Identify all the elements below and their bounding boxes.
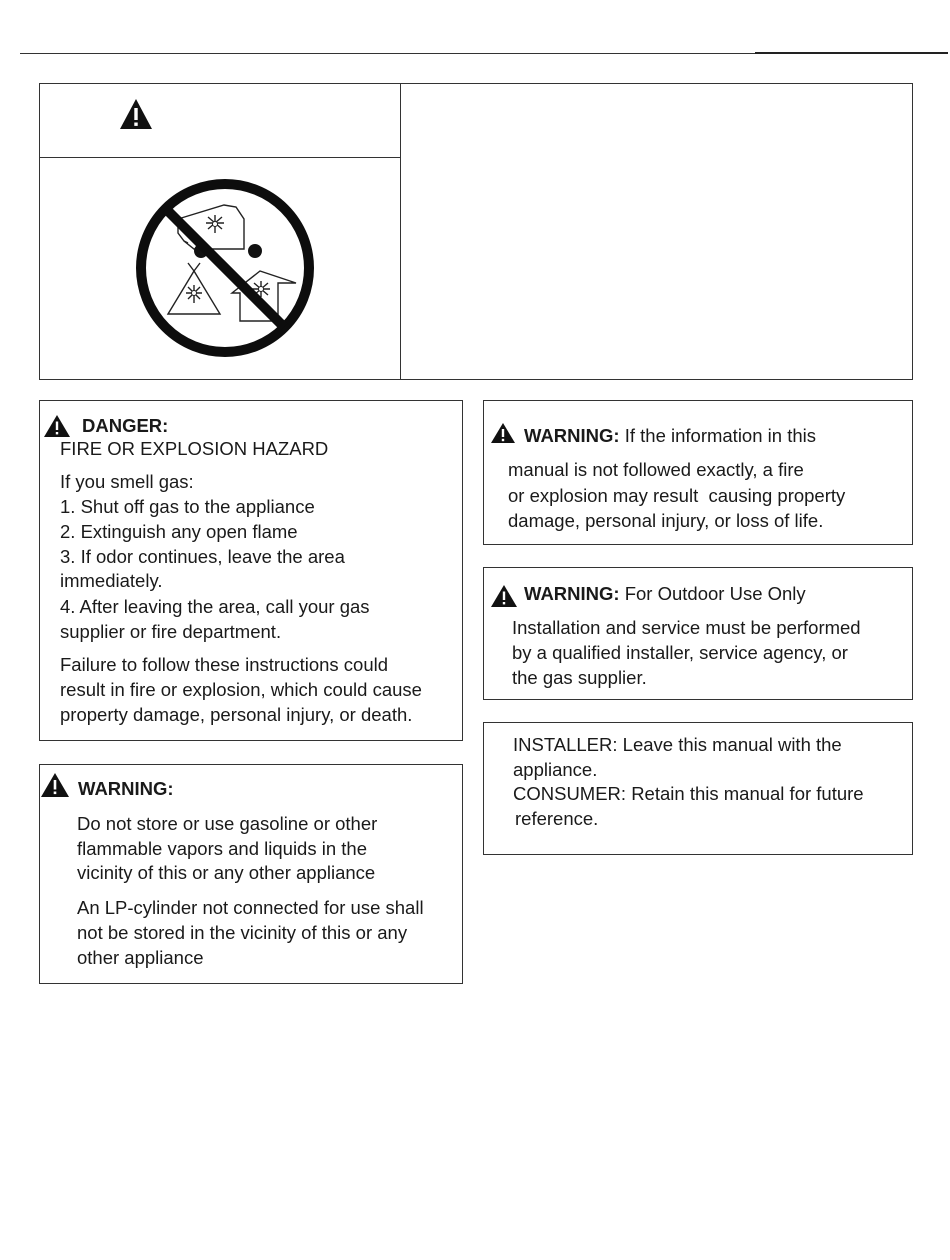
installer-note-line: CONSUMER: Retain this manual for future	[513, 783, 864, 804]
danger-step: immediately.	[60, 570, 163, 591]
warning-triangle-icon	[118, 97, 154, 131]
warning-storage-heading: WARNING:	[78, 778, 174, 799]
installer-note-line: appliance.	[513, 759, 598, 780]
warning-outdoor-title	[524, 581, 806, 606]
warning-outdoor-line: Installation and service must be performed	[512, 617, 861, 638]
warning-manual-title	[524, 423, 816, 448]
warning-storage-line: vicinity of this or any other appliance	[77, 862, 376, 883]
warning-storage-line: Do not store or use gasoline or other	[77, 813, 378, 834]
warning-outdoor-box	[483, 567, 913, 700]
danger-heading: DANGER:	[82, 415, 169, 436]
warning-storage-line: not be stored in the vicinity of this or any	[77, 922, 408, 943]
warning-manual-lead: If the information in this	[624, 425, 816, 446]
prohibition-panel-divider	[400, 84, 401, 379]
installer-note-line: reference.	[515, 808, 599, 829]
warning-outdoor-line: the gas supplier.	[512, 667, 647, 688]
prohibition-panel-header-line	[40, 157, 400, 158]
danger-footer-line: property damage, personal injury, or death.	[60, 704, 413, 725]
warning-storage-box	[39, 764, 463, 984]
installer-note-line: INSTALLER: Leave this manual with the	[513, 734, 842, 755]
danger-step: 4. After leaving the area, call your gas	[60, 596, 370, 617]
danger-footer-line: Failure to follow these instructions could	[60, 654, 389, 675]
warning-manual-line: manual is not followed exactly, a fire	[508, 459, 804, 480]
danger-step: 1. Shut off gas to the appliance	[60, 496, 315, 517]
warning-triangle-icon	[490, 422, 516, 444]
danger-step: 3. If odor continues, leave the area	[60, 546, 345, 567]
danger-step: 2. Extinguish any open flame	[60, 521, 298, 542]
warning-manual-line: or explosion may result causing property	[508, 485, 846, 506]
danger-intro: If you smell gas:	[60, 471, 194, 492]
warning-storage-line: flammable vapors and liquids in the	[77, 838, 367, 859]
no-enclosed-use-icon	[128, 171, 322, 365]
danger-footer-line: result in fire or explosion, which could cause	[60, 679, 422, 700]
warning-triangle-icon	[40, 772, 70, 798]
warning-outdoor-line: by a qualified installer, service agency, or	[512, 642, 848, 663]
warning-triangle-icon	[490, 584, 518, 608]
danger-subheading: FIRE OR EXPLOSION HAZARD	[60, 438, 329, 459]
danger-box	[39, 400, 463, 741]
warning-storage-line: other appliance	[77, 947, 204, 968]
warning-manual-box	[483, 400, 913, 545]
installer-note-box	[483, 722, 913, 855]
warning-manual-line: damage, personal injury, or loss of life.	[508, 510, 824, 531]
prohibition-panel	[39, 83, 913, 380]
warning-manual-heading: WARNING:	[524, 425, 620, 446]
danger-step: supplier or fire department.	[60, 621, 282, 642]
header-rule-accent	[755, 52, 948, 54]
warning-triangle-icon	[43, 414, 71, 438]
warning-storage-line: An LP-cylinder not connected for use shall	[77, 897, 424, 918]
warning-outdoor-heading: WARNING:	[524, 583, 620, 604]
warning-outdoor-lead: For Outdoor Use Only	[624, 583, 806, 604]
